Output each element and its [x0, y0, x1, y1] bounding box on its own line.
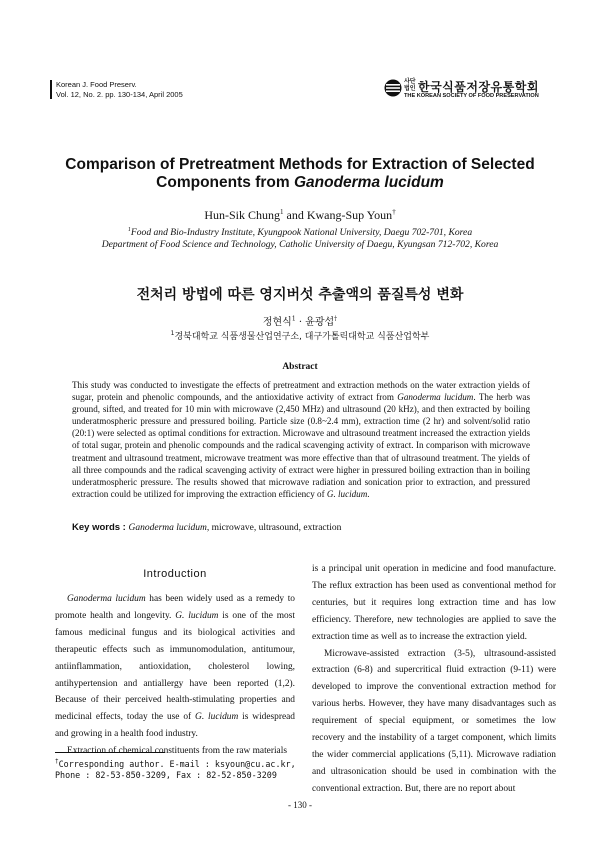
korean-affiliation-text: 경북대학교 식품생물산업연구소, 대구가톨릭대학교 식품산업학부 — [174, 332, 430, 342]
affiliation-1-text: Food and Bio-Industry Institute, Kyungpook National University, Daegu 702-701, Korea — [130, 227, 473, 239]
intro-text-1b: is one of the most famous medicinal fungus and its biological activities and therapeutic effects such as immunomodulation, antitumour, antiinflammation, antioxidation, cholesterol lowing, antihypertension and antiallergy have been reported (1,2). Because of their perceived health-stimulating properties and medicinal effects, today the use of — [55, 610, 295, 723]
society-name-ko: 한국식품저장유통학회 — [418, 80, 539, 94]
author-1-mark: 1 — [280, 208, 284, 216]
korean-author-1: 정현식 — [262, 317, 292, 328]
footnote-line1 — [55, 756, 296, 770]
intro-text-1a: has been widely used as a remedy to promote health and longevity. — [55, 594, 295, 621]
abstract-text-3: . — [367, 488, 370, 499]
society-logo-icon — [384, 79, 402, 97]
column-left — [55, 567, 295, 760]
intro-species-1: Ganoderma lucidum — [67, 594, 146, 604]
page-number: - 130 - — [288, 800, 312, 810]
keywords-list: , microwave, ultrasound, extraction — [206, 523, 342, 533]
journal-name: Korean J. Food Preserv. — [56, 80, 137, 89]
title-line2-prefix: Components from — [156, 174, 294, 191]
corresponding-mark: † — [392, 208, 396, 216]
journal-citation — [50, 80, 183, 99]
abstract-species-2: G. lucidum — [326, 488, 368, 499]
column-right — [312, 561, 556, 798]
korean-title: 전처리 방법에 따른 영지버섯 추출액의 품질특성 변화 — [136, 287, 464, 303]
journal-volume: Vol. 12, No. 2. pp. 130-134, April 2005 — [56, 89, 183, 99]
title-line1: Comparison of Pretreatment Methods for Extraction of Selected — [65, 156, 535, 173]
abstract-species-1: Ganoderma lucidum — [397, 392, 474, 403]
society-prefix — [404, 79, 416, 92]
society-header — [384, 78, 554, 100]
author-2: Kwang-Sup Youn — [306, 208, 393, 222]
keywords-label: Key words : — [72, 522, 129, 533]
keywords — [72, 522, 341, 533]
author-1: Hun-Sik Chung — [204, 208, 280, 222]
society-name-en: THE KOREAN SOCIETY OF FOOD PRESERVATION — [404, 93, 539, 99]
title-species: Ganoderma lucidum — [293, 174, 444, 191]
author-list — [40, 208, 560, 223]
korean-affiliation-mark: 1 — [170, 330, 175, 337]
abstract-body — [72, 379, 530, 500]
footnote-divider — [55, 752, 165, 753]
affiliation-1-mark: 1 — [127, 227, 131, 233]
abstract-text-2: . The herb was ground, sifted, and treated for 10 min with microwave (2,450 MHz) and ultrasound (20 kHz), and then extracted by boiling underatmospheric pressure and pressured boiling. Particle size (0.8~2.4 mm), extraction time (2 hr) and solvent/solid ratio (20:1) were selected as optimal conditions for extraction. Microwave and ultrasound treatment increased the extraction yields of total sugar, protein and phenolic compounds and the radical scavenging activity of extract. In comparison with microwave treatment and ultrasound treatment, microwave treatment was more effective than that of ultrasound treatment. The yields of all three compounds and the radical scavenging activity of extract were higher in pressured boiling extraction than in boiling underatmospheric pressure. The results showed that microwave radiation and sonication prior to extraction, and pressured extraction could be utilized for improving the extraction efficiency of — [72, 392, 530, 499]
affiliation-2: Department of Food Science and Technology, Catholic University of Daegu, Kyungsan 712-702, Korea — [101, 239, 499, 251]
intro-species-3: G. lucidum — [195, 712, 239, 723]
affiliation-1 — [40, 224, 560, 239]
title-line2 — [40, 174, 560, 192]
society-prefix-bottom: 법인 — [404, 84, 416, 92]
affiliations — [40, 224, 560, 251]
korean-author-sep: · — [295, 317, 306, 328]
author-and: and — [283, 208, 307, 222]
korean-author-2: 윤광섭 — [305, 317, 335, 328]
abstract-heading: Abstract — [282, 362, 318, 372]
korean-author-1-mark: 1 — [291, 315, 296, 323]
footnote-line2: Phone : 82-53-850-3209, Fax : 82-52-850-3209 — [55, 769, 277, 780]
korean-authors — [40, 313, 560, 328]
intro-paragraph-3: Microwave-assisted extraction (3-5), ultrasound-assisted extraction (6-8) and supercritical fluid extraction (9-11) were developed to improve the conventional extraction method for various herbs. However, they have many disadvantages such as requirement of special equipment, or sometimes the low recovery and the instability of a target component, which limits the wider commercial applications (5,11). Microwave radiation and ultrasonication should be used in combination with the conventional extraction. But, there are no report about — [312, 648, 556, 794]
intro-paragraph-2-continued: is a principal unit operation in medicine and food manufacture. The reflux extraction has been used as conventional method for centuries, but it requires long extraction time and has low efficiency. Therefore, new technologies are applied to save the extraction time as well as to increase the extraction yield. — [312, 564, 556, 642]
intro-text-1c: is widespread and growing in a health food industry. — [55, 712, 295, 740]
intro-paragraph-1 — [55, 591, 295, 743]
intro-species-2: G. lucidum — [175, 610, 219, 621]
abstract-text-1: This study was conducted to investigate the effects of pretreatment and extraction methods on the water extraction yields of sugar, protein and phenolic compounds, and the antioxidative activity of extract from — [72, 380, 530, 403]
society-prefix-top: 사단 — [404, 78, 416, 85]
korean-corresponding-mark: † — [334, 315, 338, 323]
introduction-heading: Introduction — [143, 568, 207, 580]
footnote-mark: † — [55, 758, 59, 765]
paper-title — [40, 156, 560, 192]
keywords-species: Ganoderma lucidum — [128, 523, 207, 533]
footnote — [55, 756, 296, 781]
korean-affiliation — [40, 329, 560, 342]
footnote-email: Corresponding author. E-mail : ksyoun@cu.ac.kr, — [58, 758, 296, 769]
intro-paragraph-2: Extraction of chemical constituents from the raw materials — [67, 746, 287, 757]
